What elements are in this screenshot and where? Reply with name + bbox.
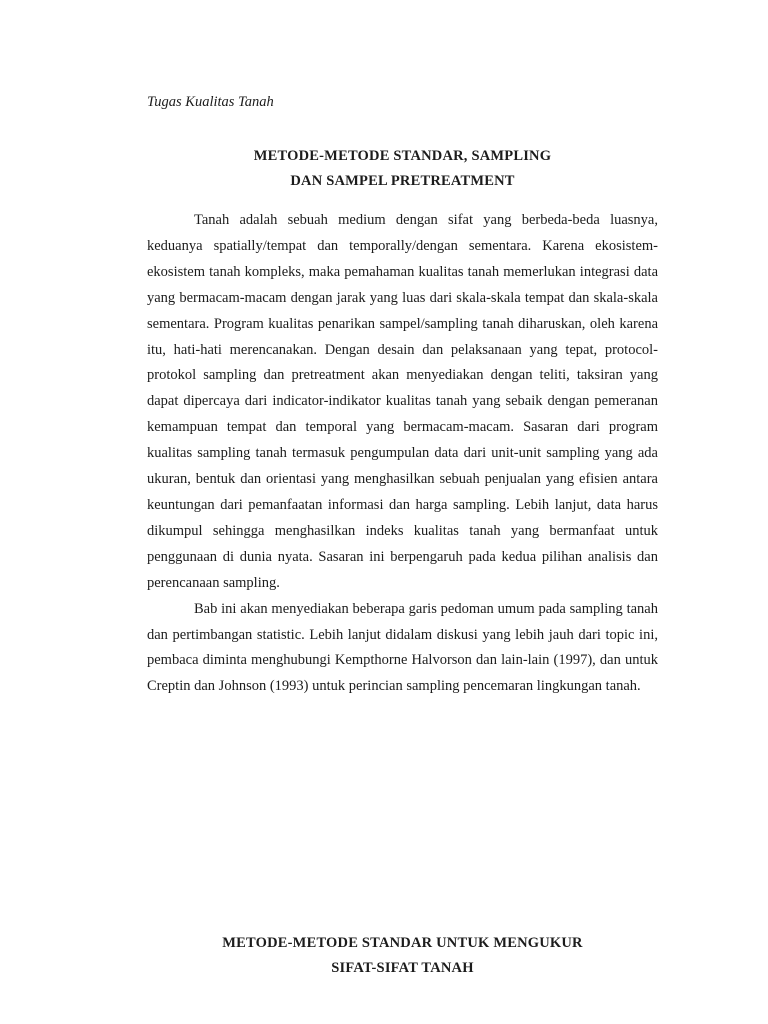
document-title	[147, 144, 658, 194]
body-text	[147, 208, 658, 700]
section-heading	[147, 931, 658, 981]
header-note: Tugas Kualitas Tanah	[147, 94, 274, 110]
section-heading-line-1: METODE-METODE STANDAR UNTUK MENGUKUR	[222, 935, 583, 951]
paragraph-2: Bab ini akan menyediakan beberapa garis pedoman umum pada sampling tanah dan pertimbangan statistic. Lebih lanjut didalam diskusi yang lebih jauh dari topic ini, pembaca diminta menghubungi Kempthorne Halvorson dan lain-lain (1997), dan untuk Creptin dan Johnson (1993) untuk perincian sampling pencemaran lingkungan tanah.	[147, 600, 658, 695]
section-heading-line-2: SIFAT-SIFAT TANAH	[331, 960, 474, 976]
document-title-line-1: METODE-METODE STANDAR, SAMPLING	[253, 148, 552, 164]
document-title-line-2: DAN SAMPEL PRETREATMENT	[290, 173, 515, 189]
paragraph-1: Tanah adalah sebuah medium dengan sifat yang berbeda-beda luasnya, keduanya spatially/tempat dan temporally/dengan sementara. Karena ekosistem-ekosistem tanah kompleks, maka pemahaman kualitas tanah memerlukan integrasi data yang bermacam-macam dengan jarak yang luas dari skala-skala tempat dan skala-skala sementara. Program kualitas penarikan sampel/sampling tanah diharuskan, oleh karena itu, hati-hati merencanakan. Dengan desain dan pelaksanaan yang tepat, protocol-protokol sampling dan pretreatment akan menyediakan dengan teliti, taksiran yang dapat dipercaya dari indicator-indikator kualitas tanah yang sebaik dengan pemeranan kemampuan tempat dan temporal yang bermacam-macam. Sasaran dari program kualitas sampling tanah termasuk pengumpulan data dari unit-unit sampling yang ada ukuran, bentuk dan orientasi yang menghasilkan sebuah penjualan yang efisien antara keuntungan dari pemanfaatan informasi dan harga sampling. Lebih lanjut, data harus dikumpul sehingga menghasilkan indeks kualitas tanah yang bermanfaat untuk penggunaan di dunia nyata. Sasaran ini berpengaruh pada kedua pilihan analisis dan perencanaan sampling.	[147, 212, 658, 591]
